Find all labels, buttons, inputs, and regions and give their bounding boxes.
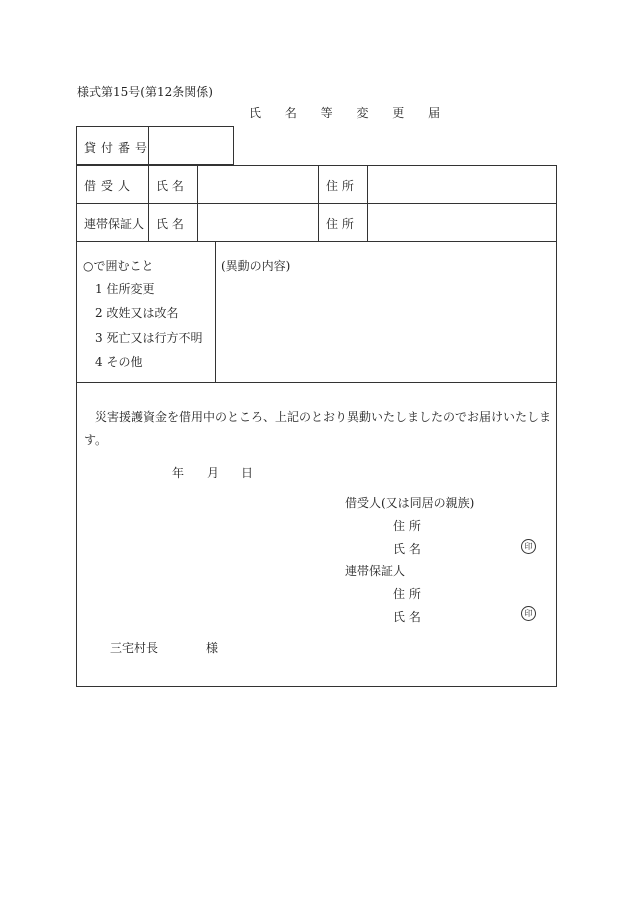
borrower-address-field[interactable] [369, 167, 555, 201]
guarantor-signature-address: 住 所 [393, 587, 421, 601]
borrower-address-label: 住 所 [326, 179, 354, 193]
divider [148, 165, 149, 241]
borrower-name-field[interactable] [199, 167, 316, 201]
change-option[interactable]: 1 住所変更 [95, 282, 155, 296]
borrower-signature-title: 借受人(又は同居の親族) [345, 496, 475, 510]
recipient-name: 三宅村長 [110, 641, 159, 655]
guarantor-signature-title: 連帯保証人 [345, 564, 406, 578]
divider [197, 165, 198, 241]
recipient-honorific: 様 [206, 641, 219, 655]
guarantor-name-field[interactable] [199, 205, 316, 239]
date-year-label: 年 [172, 466, 185, 480]
divider [76, 241, 557, 242]
change-option[interactable]: 4 その他 [95, 355, 143, 369]
document-title: 氏 名 等 変 更 届 [249, 106, 451, 120]
seal-icon: 印 [521, 606, 536, 621]
declaration-text: 災害援護資金を借用中のところ、上記のとおり異動いたしましたのでお届けいたしま [95, 410, 552, 424]
divider [76, 382, 557, 383]
change-content-field[interactable] [218, 275, 554, 379]
loan-number-label: 貸付番号 [84, 141, 153, 155]
date-month-label: 月 [207, 466, 220, 480]
divider [318, 165, 319, 241]
change-option[interactable]: 3 死亡又は行方不明 [95, 331, 203, 345]
guarantor-address-label: 住 所 [326, 217, 354, 231]
divider [367, 165, 368, 241]
change-content-label: (異動の内容) [221, 259, 291, 273]
divider [215, 241, 216, 382]
borrower-name-label: 氏 名 [156, 179, 184, 193]
form-frame [76, 165, 557, 687]
borrower-signature-name: 氏 名 [393, 542, 421, 556]
form-number: 様式第15号(第12条関係) [77, 85, 213, 99]
change-option[interactable]: 2 改姓又は改名 [95, 306, 179, 320]
guarantor-address-field[interactable] [369, 205, 555, 239]
guarantor-signature-name: 氏 名 [393, 610, 421, 624]
borrower-label: 借受人 [84, 179, 136, 193]
circle-instruction: ○で囲むこと [83, 259, 154, 273]
borrower-signature-address: 住 所 [393, 519, 421, 533]
guarantor-name-label: 氏 名 [156, 217, 184, 231]
seal-icon: 印 [521, 539, 536, 554]
date-day-label: 日 [241, 466, 254, 480]
declaration-text: す。 [84, 433, 108, 447]
loan-number-field[interactable] [150, 128, 232, 163]
guarantor-label: 連帯保証人 [84, 217, 145, 231]
